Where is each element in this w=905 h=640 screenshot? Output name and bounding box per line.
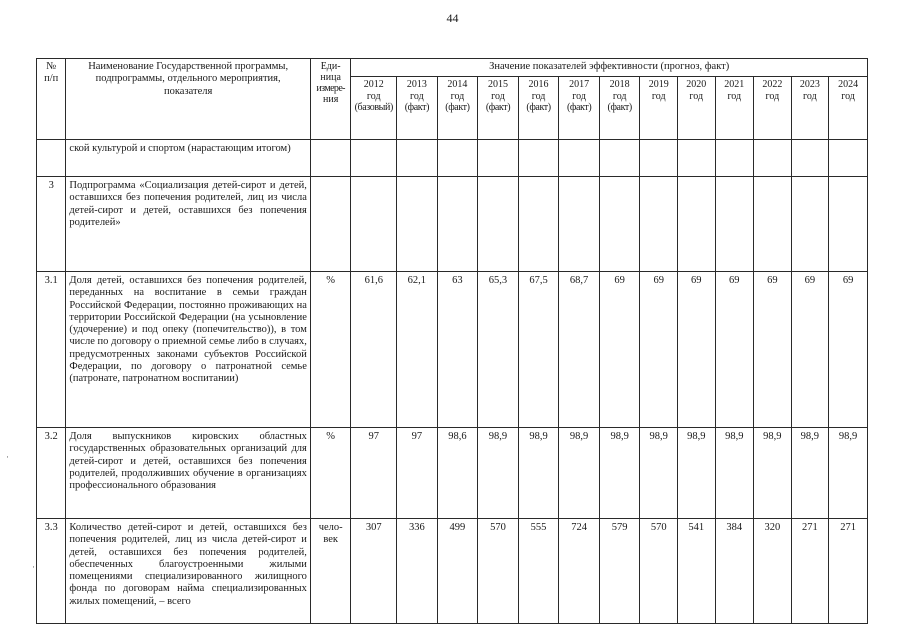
indicator-name: Доля выпускников кировских областных государственных образовательных организаций для детей-сирот и детей, оставшихся без попечения родителей, продолживших обучение в организациях профессионального образования <box>66 428 310 519</box>
header-year-2017: 2017 год (факт) <box>559 77 600 140</box>
header-year-2014: 2014 год (факт) <box>437 77 478 140</box>
value-2016: 98,9 <box>518 428 559 519</box>
value-2024: 271 <box>829 519 868 624</box>
value-2016: 555 <box>518 519 559 624</box>
header-year-2020: 2020 год <box>677 77 715 140</box>
value-2023: 271 <box>791 519 829 624</box>
value-2021: 69 <box>715 272 754 428</box>
value-2021: 98,9 <box>715 428 754 519</box>
value-2015: 570 <box>478 519 519 624</box>
value-2016: 67,5 <box>518 272 559 428</box>
value-2012: 61,6 <box>351 272 397 428</box>
table-row <box>37 519 868 624</box>
value-2024 <box>829 177 868 272</box>
value-2021 <box>715 140 754 177</box>
header-year-2022: 2022 год <box>754 77 792 140</box>
table-row <box>37 140 868 177</box>
value-2013: 97 <box>397 428 438 519</box>
indicator-unit: % <box>310 428 351 519</box>
value-2012: 307 <box>351 519 397 624</box>
value-2022 <box>754 177 792 272</box>
value-2024 <box>829 140 868 177</box>
value-2016 <box>518 177 559 272</box>
table-body <box>37 140 868 624</box>
header-year-2015: 2015 год (факт) <box>478 77 519 140</box>
value-2014 <box>437 177 478 272</box>
header-year-2016: 2016 год (факт) <box>518 77 559 140</box>
value-2018: 579 <box>599 519 640 624</box>
header-year-2012: 2012 год (базовый) <box>351 77 397 140</box>
value-2012: 97 <box>351 428 397 519</box>
value-2022: 98,9 <box>754 428 792 519</box>
header-num: № п/п <box>37 59 66 140</box>
header-unit: Еди- ница измере- ния <box>310 59 351 140</box>
indicator-unit: чело- век <box>310 519 351 624</box>
value-2014: 98,6 <box>437 428 478 519</box>
indicator-name: ской культурой и спортом (нарастающим итогом) <box>66 140 310 177</box>
indicators-table <box>36 58 868 624</box>
value-2023 <box>791 140 829 177</box>
header-year-2013: 2013 год (факт) <box>397 77 438 140</box>
value-2019 <box>640 177 678 272</box>
value-2017 <box>559 177 600 272</box>
value-2014: 499 <box>437 519 478 624</box>
indicator-unit <box>310 140 351 177</box>
value-2015 <box>478 140 519 177</box>
value-2023 <box>791 177 829 272</box>
indicator-name: Количество детей-сирот и детей, оставшихся без попечения родителей, лиц из числа детей-сирот и детей, оставшихся без попечения родителей, обеспеченных благоустроенными жилыми помещениями специализированного жилищного фонда по договорам найма специализированных жилых помещений, – всего <box>66 519 310 624</box>
value-2012 <box>351 177 397 272</box>
row-number: 3.2 <box>37 428 66 519</box>
table-row <box>37 177 868 272</box>
value-2014 <box>437 140 478 177</box>
value-2020: 541 <box>677 519 715 624</box>
value-2014: 63 <box>437 272 478 428</box>
value-2016 <box>518 140 559 177</box>
row-number: 3 <box>37 177 66 272</box>
row-number <box>37 140 66 177</box>
value-2024: 98,9 <box>829 428 868 519</box>
value-2013 <box>397 140 438 177</box>
scan-mark: · <box>32 562 35 572</box>
value-2018 <box>599 140 640 177</box>
indicator-unit: % <box>310 272 351 428</box>
value-2022: 69 <box>754 272 792 428</box>
value-2019 <box>640 140 678 177</box>
header-year-2024: 2024 год <box>829 77 868 140</box>
header-year-2019: 2019 год <box>640 77 678 140</box>
table-row <box>37 272 868 428</box>
table-row <box>37 428 868 519</box>
value-2021 <box>715 177 754 272</box>
value-2017: 68,7 <box>559 272 600 428</box>
value-2017 <box>559 140 600 177</box>
header-year-2023: 2023 год <box>791 77 829 140</box>
value-2015: 98,9 <box>478 428 519 519</box>
value-2019: 570 <box>640 519 678 624</box>
value-2020 <box>677 177 715 272</box>
value-2015 <box>478 177 519 272</box>
scan-mark: · <box>6 452 9 462</box>
header-year-2018: 2018 год (факт) <box>599 77 640 140</box>
value-2012 <box>351 140 397 177</box>
indicator-name: Доля детей, оставшихся без попечения родителей, переданных на воспитание в семьи граждан Российской Федерации, постоянно проживающих на территории Российской Федерации (на усыновление (удочерение) и под опеку (попечительство)), в том числе по договору о приемной семье либо в случаях, предусмотренных законами субъектов Российской Федерации, по договору о патронатной семье (патронате, патронатном воспитании) <box>66 272 310 428</box>
value-2017: 724 <box>559 519 600 624</box>
header-group: Значение показателей эффективности (прогноз, факт) <box>351 59 868 77</box>
row-number: 3.1 <box>37 272 66 428</box>
value-2020 <box>677 140 715 177</box>
value-2021: 384 <box>715 519 754 624</box>
value-2015: 65,3 <box>478 272 519 428</box>
value-2024: 69 <box>829 272 868 428</box>
value-2017: 98,9 <box>559 428 600 519</box>
header-year-2021: 2021 год <box>715 77 754 140</box>
page-number: 44 <box>446 11 459 25</box>
value-2013: 336 <box>397 519 438 624</box>
value-2013 <box>397 177 438 272</box>
value-2019: 98,9 <box>640 428 678 519</box>
header-name: Наименование Государственной программы, подпрограммы, отдельного мероприятия, показателя <box>66 59 310 140</box>
value-2023: 69 <box>791 272 829 428</box>
value-2019: 69 <box>640 272 678 428</box>
indicator-unit <box>310 177 351 272</box>
indicator-name: Подпрограмма «Социализация детей-сирот и детей, оставшихся без попечения родителей, лиц из числа детей-сирот и детей, оставшихся без попечения родителей» <box>66 177 310 272</box>
value-2022: 320 <box>754 519 792 624</box>
value-2018: 98,9 <box>599 428 640 519</box>
row-number: 3.3 <box>37 519 66 624</box>
value-2018 <box>599 177 640 272</box>
value-2020: 69 <box>677 272 715 428</box>
value-2023: 98,9 <box>791 428 829 519</box>
value-2013: 62,1 <box>397 272 438 428</box>
value-2018: 69 <box>599 272 640 428</box>
value-2020: 98,9 <box>677 428 715 519</box>
value-2022 <box>754 140 792 177</box>
